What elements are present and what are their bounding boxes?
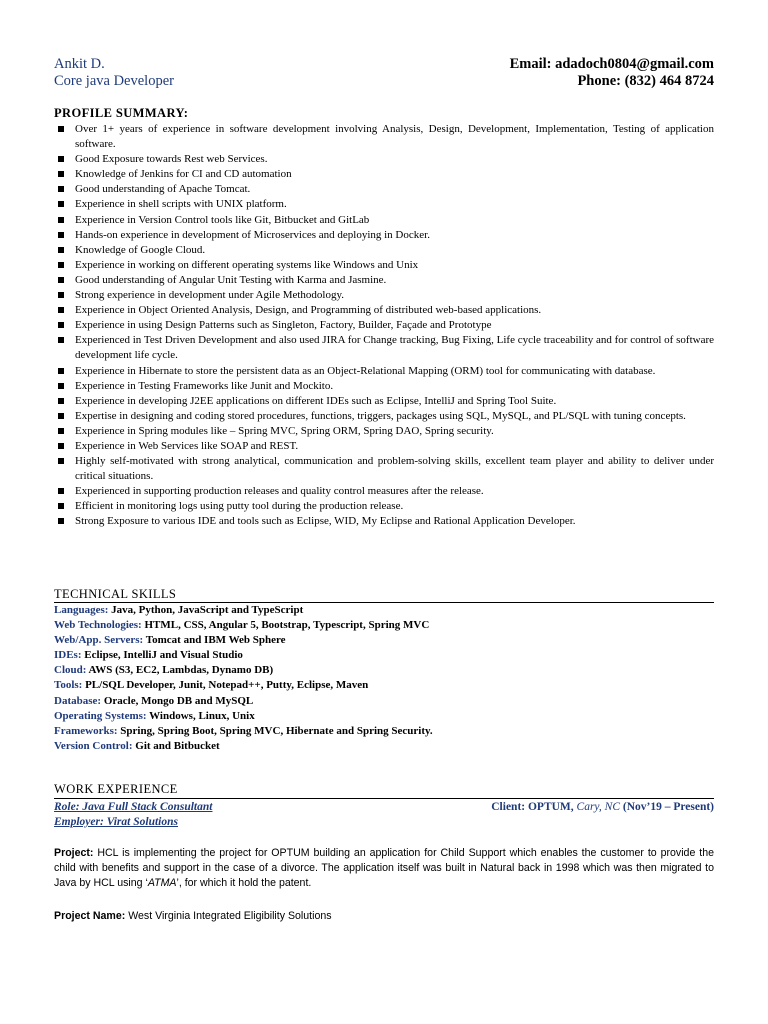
work-experience-rule: [54, 798, 714, 799]
skill-row: [54, 603, 714, 618]
skill-row: [54, 709, 714, 724]
summary-item-text: Knowledge of Jenkins for CI and CD automation: [75, 168, 292, 181]
bullet-square-icon: [58, 277, 64, 283]
summary-item: [54, 394, 714, 409]
summary-item-text: Experience in Object Oriented Analysis, Design, and Programming of distributed web-based applications.: [75, 304, 542, 317]
skill-row: [54, 724, 714, 739]
skill-values: AWS (S3, EC2, Lambdas, Dynamo DB): [86, 664, 274, 677]
summary-item: [54, 484, 714, 499]
bullet-square-icon: [58, 518, 64, 524]
skill-category: Version Control:: [54, 739, 133, 752]
summary-item: [54, 182, 714, 197]
summary-item: [54, 364, 714, 379]
skill-category: Frameworks:: [54, 724, 118, 737]
summary-item-text: Expertise in designing and coding stored procedures, functions, triggers, packages using SQL, MySQL, and PL/SQL with tuning concepts.: [75, 409, 686, 422]
role-row: [54, 800, 714, 815]
summary-item-text: Experience in working on different operating systems like Windows and Unix: [75, 258, 419, 271]
bullet-square-icon: [58, 126, 64, 132]
skill-row: [54, 739, 714, 754]
summary-item-text: Good understanding of Apache Tomcat.: [75, 183, 251, 196]
summary-item-text: Hands-on experience in development of Microservices and deploying in Docker.: [75, 228, 430, 241]
project-label: Project:: [54, 847, 94, 859]
summary-item-text: Experience in shell scripts with UNIX platform.: [75, 198, 287, 211]
summary-item-text: Experienced in Test Driven Development and also used JIRA for Change tracking, Bug Fixing, Life cycle traceability and for control of software development life cycle.: [75, 334, 714, 362]
employer-name: Employer: Virat Solutions: [54, 816, 178, 828]
skill-values: HTML, CSS, Angular 5, Bootstrap, Typescript, Spring MVC: [141, 619, 430, 632]
skill-category: Web/App. Servers:: [54, 634, 144, 647]
summary-item-text: Knowledge of Google Cloud.: [75, 243, 206, 256]
bullet-square-icon: [58, 171, 64, 177]
project-name-value: West Virginia Integrated Eligibility Solutions: [125, 910, 332, 922]
skill-values: Oracle, Mongo DB and MySQL: [101, 694, 254, 707]
summary-item: [54, 318, 714, 333]
bullet-square-icon: [58, 201, 64, 207]
summary-item-text: Experience in Hibernate to store the persistent data as an Object-Relational Mapping (ORM) tool for communicating with database.: [75, 364, 656, 377]
bullet-square-icon: [58, 292, 64, 298]
summary-item: [54, 213, 714, 228]
summary-item: [54, 333, 714, 363]
summary-item: [54, 243, 714, 258]
client-info: [491, 800, 714, 815]
summary-item: [54, 122, 714, 152]
summary-item-text: Experience in Testing Frameworks like Junit and Mockito.: [75, 379, 334, 392]
bullet-square-icon: [58, 398, 64, 404]
summary-item: [54, 409, 714, 424]
candidate-title: Core java Developer: [54, 73, 174, 89]
project-text-1: HCL is implementing the project for OPTUM building an application for Child Support which enables the customer to provide the child with benefits and support in the case of a divorce. The application itself was built in Natural back in 1998 which was then migrated to Java by HCL using ‘: [54, 847, 714, 890]
header-contact: [510, 56, 714, 90]
project-text-2: ’, for which it hold the patent.: [176, 877, 312, 890]
project-text-em: ATMA: [147, 877, 177, 890]
bullet-square-icon: [58, 247, 64, 253]
skill-category: Tools:: [54, 679, 83, 692]
bullet-square-icon: [58, 458, 64, 464]
skill-values: Java, Python, JavaScript and TypeScript: [108, 604, 304, 616]
technical-skills-heading: TECHNICAL SKILLS: [54, 587, 177, 601]
bullet-square-icon: [58, 368, 64, 374]
summary-item-text: Strong Exposure to various IDE and tools such as Eclipse, WID, My Eclipse and Rational Application Developer.: [75, 515, 576, 528]
role-title: Role: Java Full Stack Consultant: [54, 801, 213, 813]
summary-item: [54, 152, 714, 167]
summary-item: [54, 514, 714, 529]
skill-row: [54, 678, 714, 693]
skill-row: [54, 618, 714, 633]
technical-skills-list: [54, 603, 714, 754]
bullet-square-icon: [58, 217, 64, 223]
client-label: Client: OPTUM,: [491, 801, 577, 813]
skill-category: Operating Systems:: [54, 709, 147, 722]
summary-item: [54, 454, 714, 484]
bullet-square-icon: [58, 186, 64, 192]
client-location: Cary, NC: [576, 801, 620, 813]
summary-item: [54, 197, 714, 212]
summary-item: [54, 228, 714, 243]
skill-row: [54, 648, 714, 663]
skill-row: [54, 663, 714, 678]
skill-category: Languages:: [54, 604, 109, 616]
bullet-square-icon: [58, 262, 64, 268]
bullet-square-icon: [58, 307, 64, 313]
summary-item: [54, 167, 714, 182]
summary-item-text: Experience in using Design Patterns such as Singleton, Factory, Builder, Façade and Prototype: [75, 319, 492, 332]
summary-item-text: Experienced in supporting production releases and quality control measures after the release.: [75, 485, 484, 498]
project-name-label: Project Name:: [54, 910, 126, 922]
skill-row: [54, 633, 714, 648]
skill-values: Git and Bitbucket: [132, 739, 220, 752]
candidate-name: Ankit D.: [54, 56, 105, 72]
skill-category: Cloud:: [54, 664, 87, 677]
project-description: [54, 846, 714, 892]
summary-item-text: Efficient in monitoring logs using putty tool during the production release.: [75, 500, 404, 513]
skill-category: Web Technologies:: [54, 619, 142, 632]
summary-item: [54, 273, 714, 288]
summary-item-text: Over 1+ years of experience in software development involving Analysis, Design, Development, Implementation, Testing of application software.: [75, 123, 714, 151]
skill-values: Tomcat and IBM Web Sphere: [143, 634, 286, 647]
summary-item: [54, 439, 714, 454]
bullet-square-icon: [58, 413, 64, 419]
summary-item-text: Good Exposure towards Rest web Services.: [75, 153, 268, 166]
skill-category: Database:: [54, 694, 102, 707]
summary-item: [54, 288, 714, 303]
summary-item: [54, 499, 714, 514]
bullet-square-icon: [58, 428, 64, 434]
summary-item-text: Experience in Version Control tools like Git, Bitbucket and GitLab: [75, 213, 370, 226]
bullet-square-icon: [58, 156, 64, 162]
client-dates: (Nov’19 – Present): [620, 801, 714, 813]
summary-item: [54, 258, 714, 273]
summary-item-text: Experience in developing J2EE applications on different IDEs such as Eclipse, IntelliJ and Spring Tool Suite.: [75, 394, 557, 407]
skill-values: PL/SQL Developer, Junit, Notepad++, Putty, Eclipse, Maven: [82, 679, 369, 692]
skill-values: Spring, Spring Boot, Spring MVC, Hibernate and Spring Security.: [117, 724, 433, 737]
bullet-square-icon: [58, 443, 64, 449]
summary-item-text: Strong experience in development under Agile Methodology.: [75, 289, 345, 302]
bullet-square-icon: [58, 503, 64, 509]
summary-item-text: Experience in Spring modules like – Spring MVC, Spring ORM, Spring DAO, Spring security.: [75, 424, 494, 437]
summary-item: [54, 303, 714, 318]
summary-item: [54, 379, 714, 394]
skill-values: Eclipse, IntelliJ and Visual Studio: [81, 649, 243, 662]
employer-row: [54, 815, 714, 830]
bullet-square-icon: [58, 322, 64, 328]
bullet-square-icon: [58, 337, 64, 343]
summary-item: [54, 424, 714, 439]
skill-row: [54, 694, 714, 709]
bullet-square-icon: [58, 232, 64, 238]
summary-item-text: Experience in Web Services like SOAP and REST.: [75, 439, 299, 452]
bullet-square-icon: [58, 383, 64, 389]
profile-summary-heading: PROFILE SUMMARY:: [54, 106, 189, 120]
header-identity: [54, 56, 174, 90]
skill-values: Windows, Linux, Unix: [146, 709, 255, 722]
work-experience-heading: WORK EXPERIENCE: [54, 782, 178, 796]
contact-phone: Phone: (832) 464 8724: [577, 73, 714, 89]
summary-item-text: Good understanding of Angular Unit Testing with Karma and Jasmine.: [75, 273, 387, 286]
profile-summary-list: [54, 122, 714, 530]
bullet-square-icon: [58, 488, 64, 494]
project-name: [54, 909, 714, 924]
skill-category: IDEs:: [54, 649, 82, 662]
contact-email: Email: adadoch0804@gmail.com: [509, 56, 714, 72]
summary-item-text: Highly self-motivated with strong analytical, communication and problem-solving skills, excellent team player and ability to deliver under critical situations.: [75, 455, 714, 483]
